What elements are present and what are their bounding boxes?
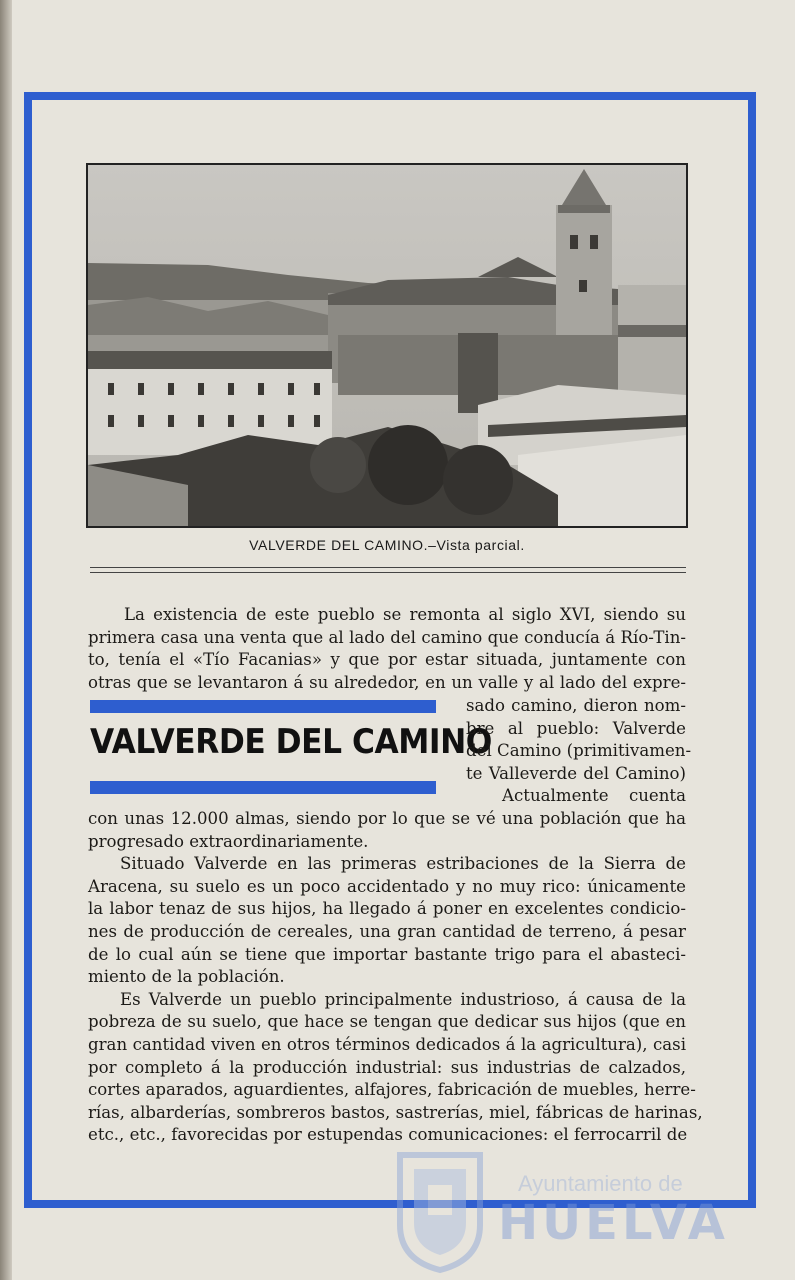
text-line: to, tenía el «Tío Facanias» y que por estar situada, juntamente con bbox=[88, 650, 686, 670]
text-line: pobreza de su suelo, que hace se tengan que dedicar sus hijos (que en bbox=[88, 1012, 686, 1032]
body-paragraphs bbox=[88, 808, 703, 1147]
double-rule-top bbox=[90, 567, 686, 568]
watermark-line1: Ayuntamiento de bbox=[518, 1171, 683, 1196]
photo-caption: VALVERDE DEL CAMINO.–Vista parcial. bbox=[249, 537, 525, 553]
text-line: sado camino, dieron nom- bbox=[466, 696, 686, 715]
text-line: gran cantidad viven en otros términos dedicados á la agricultura), casi bbox=[88, 1034, 686, 1054]
town-photograph bbox=[86, 163, 688, 528]
watermark-line2: HUELVA bbox=[498, 1195, 729, 1251]
text-line: cortes aparados, aguardientes, alfajores, fabricación de muebles, herre- bbox=[88, 1080, 696, 1100]
text-line: la labor tenaz de sus hijos, ha llegado á poner en excelentes condicio- bbox=[88, 899, 686, 919]
text-line: primera casa una venta que al lado del camino que conducía á Río-Tin- bbox=[88, 627, 686, 647]
text-line: bre al pueblo: Valverde bbox=[466, 718, 686, 738]
text-line: otras que se levantaron á su alrededor, en un valle y al lado del expre- bbox=[88, 672, 686, 692]
text-line: rías, albarderías, sombreros bastos, sastrerías, miel, fábricas de harinas, bbox=[88, 1102, 703, 1122]
heading-bar-top bbox=[90, 700, 436, 713]
text-line: con unas 12.000 almas, siendo por lo que se vé una población que ha bbox=[88, 809, 686, 828]
text-line: nes de producción de cereales, una gran cantidad de terreno, á pesar bbox=[88, 921, 686, 941]
text-line: por completo á la producción industrial: sus industrias de calzados, bbox=[88, 1057, 686, 1077]
intro-paragraph bbox=[88, 604, 686, 694]
text-line: de lo cual aún se tiene que importar bastante trigo para el abasteci- bbox=[88, 944, 686, 964]
text-line: Aracena, su suelo es un poco accidentado y no muy rico: únicamente bbox=[88, 876, 686, 896]
text-line: La existencia de este pueblo se remonta al siglo XVI, siendo su bbox=[124, 605, 686, 624]
town-view-illustration bbox=[88, 165, 686, 526]
coat-of-arms-icon bbox=[380, 1135, 500, 1275]
text-line: miento de la población. bbox=[88, 967, 285, 987]
text-line: Actualmente cuenta bbox=[502, 786, 686, 806]
archive-watermark bbox=[380, 1135, 729, 1275]
side-text-column bbox=[466, 695, 692, 808]
text-line: del Camino (primitivamen- bbox=[466, 741, 692, 761]
page-binding-shadow bbox=[0, 0, 12, 1280]
text-line: te Valleverde del Camino) bbox=[466, 763, 686, 783]
text-line: Situado Valverde en las primeras estribaciones de la Sierra de bbox=[120, 854, 686, 874]
heading-bar-bottom bbox=[90, 781, 436, 794]
text-line: progresado extraordinariamente. bbox=[88, 831, 369, 851]
text-line: etc., etc., favorecidas por estupendas comunicaciones: el ferrocarril de bbox=[88, 1125, 688, 1145]
text-line: Es Valverde un pueblo principalmente industrioso, á causa de la bbox=[120, 989, 686, 1009]
article-heading: VALVERDE DEL CAMINO bbox=[90, 722, 492, 762]
double-rule-bottom bbox=[90, 572, 686, 573]
